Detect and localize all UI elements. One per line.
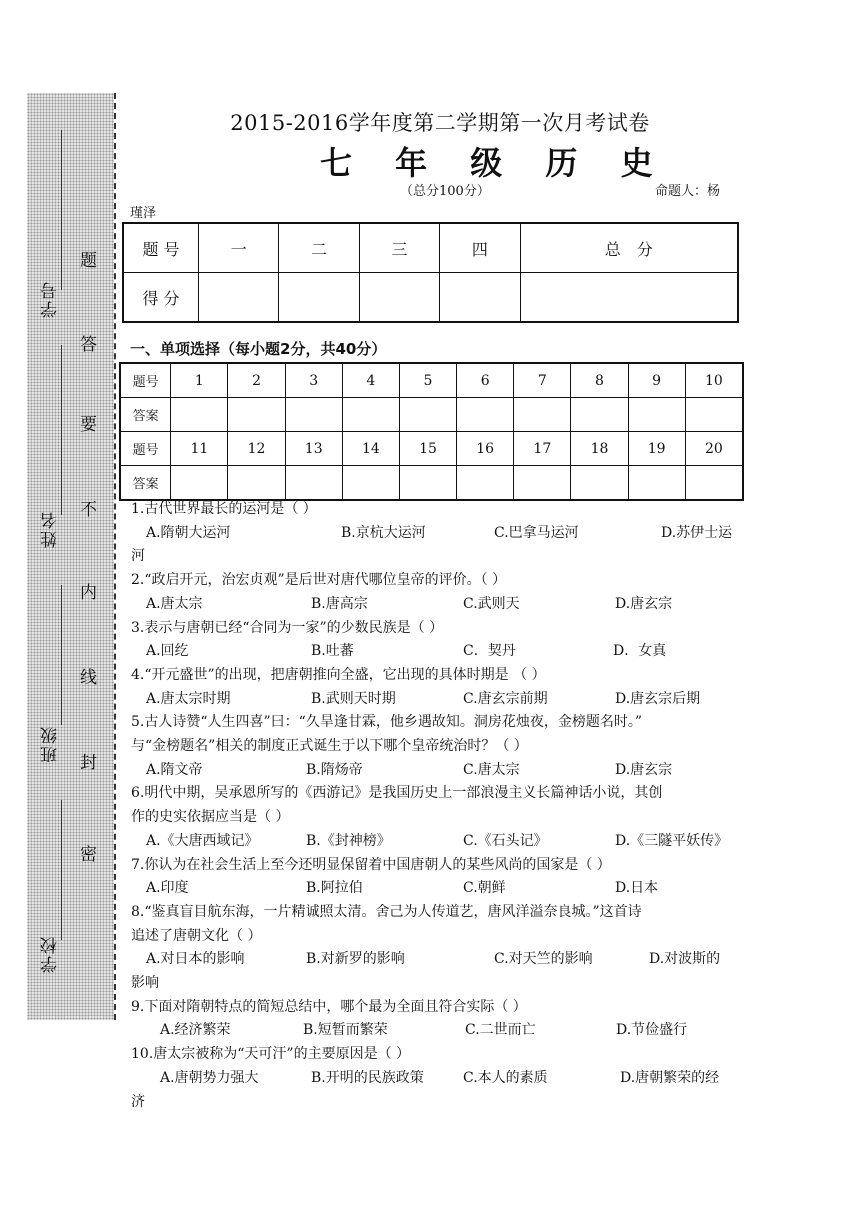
option: D.唐玄宗 (615, 595, 673, 612)
option: C．契丹 (463, 643, 516, 660)
option-row (131, 1019, 736, 1043)
option: B.《封神榜》 (306, 832, 391, 849)
option: A.唐朝势力强大 (160, 1069, 259, 1086)
option-row (131, 830, 736, 854)
answer-input[interactable] (457, 466, 514, 501)
name-line (61, 345, 62, 515)
table-cell: 题号 (120, 432, 171, 466)
seal-char: 题 (80, 251, 97, 271)
table-cell: 15 (399, 432, 456, 466)
answer-input[interactable] (342, 398, 399, 432)
table-cell: 4 (342, 363, 399, 398)
table-cell: 答案 (120, 398, 171, 432)
option: D.日本 (615, 880, 659, 897)
answer-input[interactable] (571, 466, 628, 501)
answer-input[interactable] (399, 398, 456, 432)
section-title: 一、单项选择（每小题2分，共40分） (130, 340, 387, 358)
question-stem: 5.古人诗赞“人生四喜”曰：“久旱逢甘霖，他乡遇故知。洞房花烛夜，金榜题名时。” (131, 714, 642, 731)
option: C.武则天 (463, 595, 520, 612)
score-input[interactable] (279, 273, 359, 323)
option: B.阿拉伯 (306, 880, 363, 897)
seal-char: 不 (80, 500, 97, 520)
option: B.唐高宗 (311, 595, 368, 612)
answer-grid (119, 362, 744, 501)
school-label: 学校 (41, 935, 61, 973)
table-cell: 7 (514, 363, 571, 398)
option: A.回纥 (146, 643, 189, 660)
option: A.唐太宗时期 (146, 690, 231, 707)
answer-input[interactable] (457, 398, 514, 432)
table-cell: 18 (571, 432, 628, 466)
option-continued: 影响 (131, 975, 159, 992)
binding-strip (27, 93, 114, 1020)
option: D.节俭盛行 (616, 1022, 688, 1039)
option: D.对波斯的 (649, 951, 721, 968)
option-continued: 河 (131, 548, 145, 565)
total-score: （总分100分） (400, 184, 490, 199)
table-cell: 17 (514, 432, 571, 466)
answer-input[interactable] (399, 466, 456, 501)
table-cell: 1 (171, 363, 228, 398)
question-stem: 9.下面对隋朝特点的简短总结中，哪个最为全面且符合实际（ ） (131, 998, 527, 1015)
option-row (131, 759, 736, 783)
answer-input[interactable] (171, 398, 228, 432)
exam-title: 2015-2016学年度第二学期第一次月考试卷 (230, 111, 650, 135)
option: C.《石头记》 (463, 832, 548, 849)
cut-line (114, 93, 116, 1020)
table-cell: 9 (628, 363, 685, 398)
option-continued: 济 (131, 1093, 145, 1110)
question-stem: 7.你认为在社会生活上至今还明显保留着中国唐朝人的某些风尚的国家是（ ） (131, 856, 611, 873)
answer-input[interactable] (342, 466, 399, 501)
table-cell: 13 (285, 432, 342, 466)
option: C.本人的素质 (463, 1069, 548, 1086)
option-row (131, 640, 736, 664)
option: B.隋炀帝 (306, 761, 363, 778)
option: A.隋朝大运河 (146, 524, 231, 541)
table-cell: 20 (685, 432, 743, 466)
table-row (120, 398, 743, 432)
table-cell: 总 分 (520, 223, 738, 273)
question-stem: 8.“鉴真盲目航东海，一片精诚照太清。舍己为人传道艺，唐风洋溢奈良城。”这首诗 (131, 903, 642, 920)
table-cell: 题 号 (123, 223, 199, 273)
option: D.苏伊士运 (661, 524, 733, 541)
option: C.二世而亡 (465, 1022, 536, 1039)
answer-input[interactable] (628, 466, 685, 501)
answer-input[interactable] (285, 398, 342, 432)
question-stem: 10.唐太宗被称为“天可汗”的主要原因是（ ） (131, 1046, 411, 1063)
option: A.隋文帝 (146, 761, 203, 778)
option: A.印度 (146, 880, 189, 897)
question-stem: 2.“政启开元，治宏贞观”是后世对唐代哪位皇帝的评价。（ ） (131, 572, 507, 589)
question-stem-cont: 追述了唐朝文化（ ） (131, 927, 262, 944)
answer-input[interactable] (285, 466, 342, 501)
option: A.《大唐西域记》 (146, 832, 259, 849)
option: B.对新罗的影响 (306, 951, 405, 968)
table-row (123, 273, 738, 323)
seal-char: 答 (80, 335, 97, 355)
table-cell: 5 (399, 363, 456, 398)
score-input[interactable] (440, 273, 520, 323)
score-table (122, 222, 739, 323)
option: B.短暂而繁荣 (303, 1022, 388, 1039)
student-id-line (61, 130, 62, 290)
question-list (131, 498, 736, 1114)
table-cell: 答案 (120, 466, 171, 501)
answer-input[interactable] (571, 398, 628, 432)
table-cell: 3 (285, 363, 342, 398)
option: C.唐玄宗前期 (463, 690, 548, 707)
subject-title: 七 年 级 历 史 (320, 144, 669, 182)
table-cell: 三 (359, 223, 439, 273)
answer-input[interactable] (685, 398, 743, 432)
class-label: 班级 (41, 725, 61, 763)
option-row (131, 522, 736, 546)
option: A.唐太宗 (146, 595, 203, 612)
option: B.吐蕃 (311, 643, 354, 660)
question-stem-cont: 与“金榜题名”相关的制度正式诞生于以下哪个皇帝统治时？（ ） (131, 738, 528, 755)
school-line (61, 800, 62, 940)
option: B.武则天时期 (311, 690, 396, 707)
score-input[interactable] (359, 273, 439, 323)
question-stem: 4.“开元盛世”的出现，把唐朝推向全盛，它出现的具体时期是 （ ） (131, 666, 546, 683)
answer-input[interactable] (514, 398, 571, 432)
table-row (123, 223, 738, 273)
option: D.《三隧平妖传》 (615, 832, 729, 849)
name-label: 姓名 (41, 510, 61, 548)
question-stem: 6.明代中期，吴承恩所写的《西游记》是我国历史上一部浪漫主义长篇神话小说，其创 (131, 785, 663, 802)
seal-char: 封 (80, 753, 97, 773)
option: C.对天竺的影响 (494, 951, 593, 968)
table-cell: 四 (440, 223, 520, 273)
table-row (120, 363, 743, 398)
question-stem-cont: 作的史实依据应当是（ ） (131, 809, 290, 826)
table-cell: 19 (628, 432, 685, 466)
question-stem: 3.表示与唐朝已经“合同为一家”的少数民族是（ ） (131, 619, 444, 636)
table-cell: 10 (685, 363, 743, 398)
author-label: 命题人：杨 (655, 184, 721, 199)
question-stem: 1.古代世界最长的运河是（ ） (131, 501, 317, 517)
seal-char: 线 (80, 668, 97, 688)
score-input[interactable] (199, 273, 279, 323)
table-cell: 8 (571, 363, 628, 398)
table-cell: 二 (279, 223, 359, 273)
seal-char: 密 (80, 845, 97, 865)
option: B.开明的民族政策 (311, 1069, 424, 1086)
table-cell: 11 (171, 432, 228, 466)
score-input[interactable] (520, 273, 738, 323)
answer-input[interactable] (685, 466, 743, 501)
option: D.唐玄宗后期 (615, 690, 701, 707)
table-cell: 一 (199, 223, 279, 273)
option: D.唐朝繁荣的经 (620, 1069, 720, 1086)
answer-input[interactable] (228, 398, 285, 432)
option: A.经济繁荣 (160, 1022, 231, 1039)
option: D.唐玄宗 (615, 761, 673, 778)
option-row (131, 877, 736, 901)
table-cell: 题号 (120, 363, 171, 398)
table-cell: 得 分 (123, 273, 199, 323)
option-row (131, 593, 736, 617)
option: D．女真 (613, 643, 667, 660)
option-row (131, 688, 736, 712)
class-line (61, 585, 62, 725)
option: C.朝鲜 (463, 880, 506, 897)
option: C.巴拿马运河 (494, 524, 579, 541)
table-row (120, 432, 743, 466)
option: A.对日本的影响 (146, 951, 245, 968)
table-cell: 6 (457, 363, 514, 398)
table-row (120, 466, 743, 501)
answer-input[interactable] (228, 466, 285, 501)
option: C.唐太宗 (463, 761, 520, 778)
author-name-cont: 瑾泽 (130, 206, 157, 221)
answer-input[interactable] (514, 466, 571, 501)
option-row (131, 1067, 736, 1091)
table-cell: 2 (228, 363, 285, 398)
seal-char: 内 (80, 583, 97, 603)
answer-input[interactable] (628, 398, 685, 432)
table-cell: 12 (228, 432, 285, 466)
table-cell: 16 (457, 432, 514, 466)
student-id-label: 学号 (41, 280, 61, 318)
table-cell: 14 (342, 432, 399, 466)
seal-char: 要 (80, 415, 97, 435)
answer-input[interactable] (171, 466, 228, 501)
option: B.京杭大运河 (341, 524, 426, 541)
option-row (131, 948, 736, 972)
